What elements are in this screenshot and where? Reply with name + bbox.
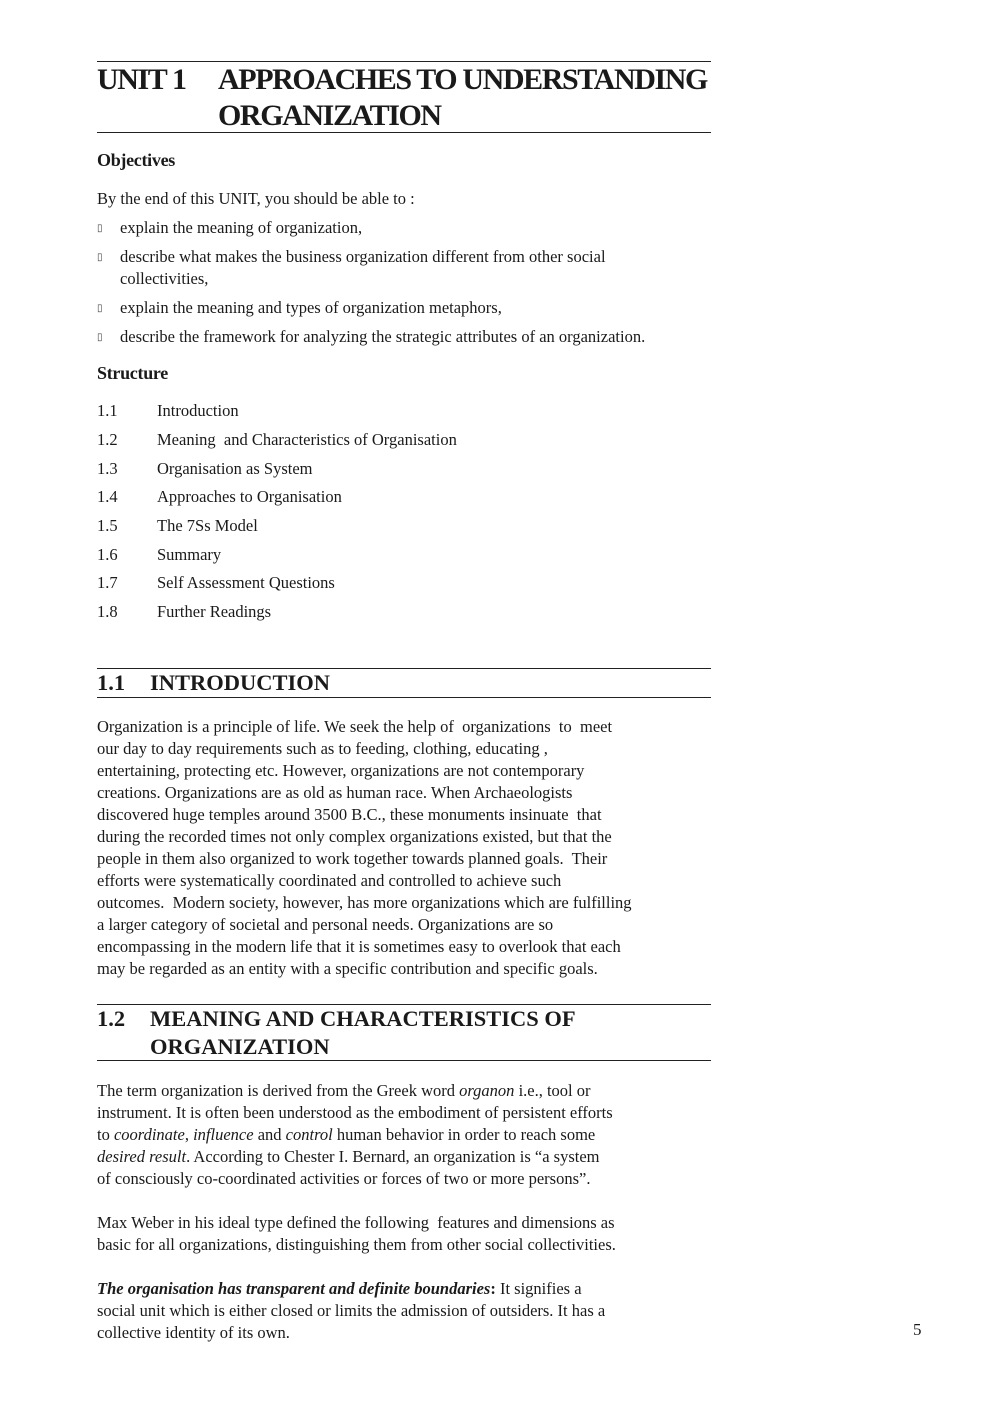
structure-item-number: 1.4 (97, 487, 118, 506)
text-line: of consciously co-coordinated activities or forces of two or more persons”. (97, 1169, 591, 1188)
text-line: discovered huge temples around 3500 B.C., these monuments insinuate that (97, 805, 602, 824)
structure-item-number: 1.2 (97, 430, 118, 449)
text-line: efforts were systematically coordinated and controlled to achieve such (97, 871, 562, 890)
text-line: a larger category of societal and personal needs. Organizations are so (97, 915, 554, 934)
objective-text: explain the meaning of organization, (120, 218, 363, 237)
emphasis: organon (459, 1081, 515, 1100)
text-line (97, 1080, 711, 1102)
objectives-intro: By the end of this UNIT, you should be able to : (97, 189, 415, 208)
objective-text: explain the meaning and types of organization metaphors, (120, 298, 502, 317)
text-line: creations. Organizations are as old as human race. When Archaeologists (97, 783, 573, 802)
text-run: . According to Chester I. Bernard, an organization is “a system (186, 1147, 600, 1166)
text-run: It signifies a (495, 1279, 582, 1298)
text-run: human behavior in order to reach some (332, 1125, 596, 1144)
structure-item-title: Summary (157, 545, 222, 564)
unit-title (218, 62, 718, 134)
emphasis: desired result (97, 1147, 187, 1166)
text-line: outcomes. Modern society, however, has more organizations which are fulfilling (97, 893, 632, 912)
text-line (97, 1278, 711, 1300)
text-line: during the recorded times not only complex organizations existed, but that the (97, 827, 612, 846)
structure-item-title: Self Assessment Questions (157, 573, 335, 592)
text-run: and (253, 1125, 286, 1144)
structure-item-title: Meaning and Characteristics of Organisation (157, 430, 457, 449)
section-title-line-2: ORGANIZATION (150, 1034, 330, 1059)
objective-text: collectivities, (120, 269, 209, 288)
text-line (97, 1124, 711, 1146)
unit-heading-underline (97, 132, 711, 133)
text-line: instrument. It is often been understood as the embodiment of persistent efforts (97, 1103, 613, 1122)
objective-text: describe what makes the business organization different from other social (120, 247, 606, 266)
text-run: , (184, 1125, 194, 1144)
structure-item-number: 1.8 (97, 602, 118, 621)
section-1-1-bottom-rule (97, 697, 711, 698)
boundaries-paragraph (97, 1278, 711, 1344)
structure-item-title: Further Readings (157, 602, 272, 621)
bold-italic-lead: The organisation has transparent and definite boundaries (97, 1279, 491, 1298)
text-line: Max Weber in his ideal type defined the following features and dimensions as (97, 1213, 615, 1232)
structure-item-number: 1.7 (97, 573, 118, 592)
text-run: i.e., tool or (514, 1081, 591, 1100)
structure-item-title: The 7Ss Model (157, 516, 258, 535)
text-line: social unit which is either closed or limits the admission of outsiders. It has a (97, 1301, 606, 1320)
section-title: INTRODUCTION (150, 670, 331, 695)
structure-heading: Structure (97, 363, 168, 383)
text-line: collective identity of its own. (97, 1323, 290, 1342)
text-run: : (490, 1279, 496, 1298)
structure-item-title: Introduction (157, 401, 239, 420)
unit-title-line-2: ORGANIZATION (218, 99, 441, 132)
text-line (97, 1146, 711, 1168)
unit-title-line-1: APPROACHES TO UNDERSTANDING (218, 63, 707, 96)
bullet-box-icon: ▯ (97, 223, 103, 234)
text-line: people in them also organized to work together towards planned goals. Their (97, 849, 608, 868)
section-title (150, 1005, 710, 1061)
text-line: entertaining, protecting etc. However, organizations are not contemporary (97, 761, 585, 780)
unit-number: UNIT 1 (97, 63, 186, 96)
section-number: 1.1 (97, 670, 126, 695)
objectives-heading: Objectives (97, 150, 175, 170)
bullet-box-icon: ▯ (97, 332, 103, 343)
text-line: our day to day requirements such as to feeding, clothing, educating , (97, 739, 548, 758)
structure-item-number: 1.1 (97, 401, 118, 420)
structure-item-title: Organisation as System (157, 459, 313, 478)
emphasis: coordinate (113, 1125, 185, 1144)
structure-item-title: Approaches to Organisation (157, 487, 342, 506)
structure-item-number: 1.6 (97, 545, 118, 564)
section-number: 1.2 (97, 1006, 126, 1031)
page-number: 5 (913, 1320, 922, 1339)
text-line: encompassing in the modern life that it is sometimes easy to overlook that each (97, 937, 621, 956)
structure-item-number: 1.3 (97, 459, 118, 478)
text-line: Organization is a principle of life. We seek the help of organizations to meet (97, 717, 613, 736)
objective-text: describe the framework for analyzing the strategic attributes of an organization. (120, 327, 646, 346)
section-1-2-bottom-rule (97, 1060, 711, 1061)
text-line: basic for all organizations, distinguishing them from other social collectivities. (97, 1235, 616, 1254)
text-run: The term organization is derived from the Greek word (97, 1081, 460, 1100)
structure-item-number: 1.5 (97, 516, 118, 535)
section-title-line-1: MEANING AND CHARACTERISTICS OF (150, 1006, 576, 1031)
emphasis: influence (193, 1125, 254, 1144)
emphasis: control (285, 1125, 333, 1144)
text-line: may be regarded as an entity with a specific contribution and specific goals. (97, 959, 598, 978)
meaning-paragraph (97, 1080, 711, 1190)
text-run: to (97, 1125, 114, 1144)
bullet-box-icon: ▯ (97, 252, 103, 263)
weber-paragraph (97, 1212, 711, 1256)
introduction-paragraph (97, 716, 711, 980)
bullet-box-icon: ▯ (97, 303, 103, 314)
